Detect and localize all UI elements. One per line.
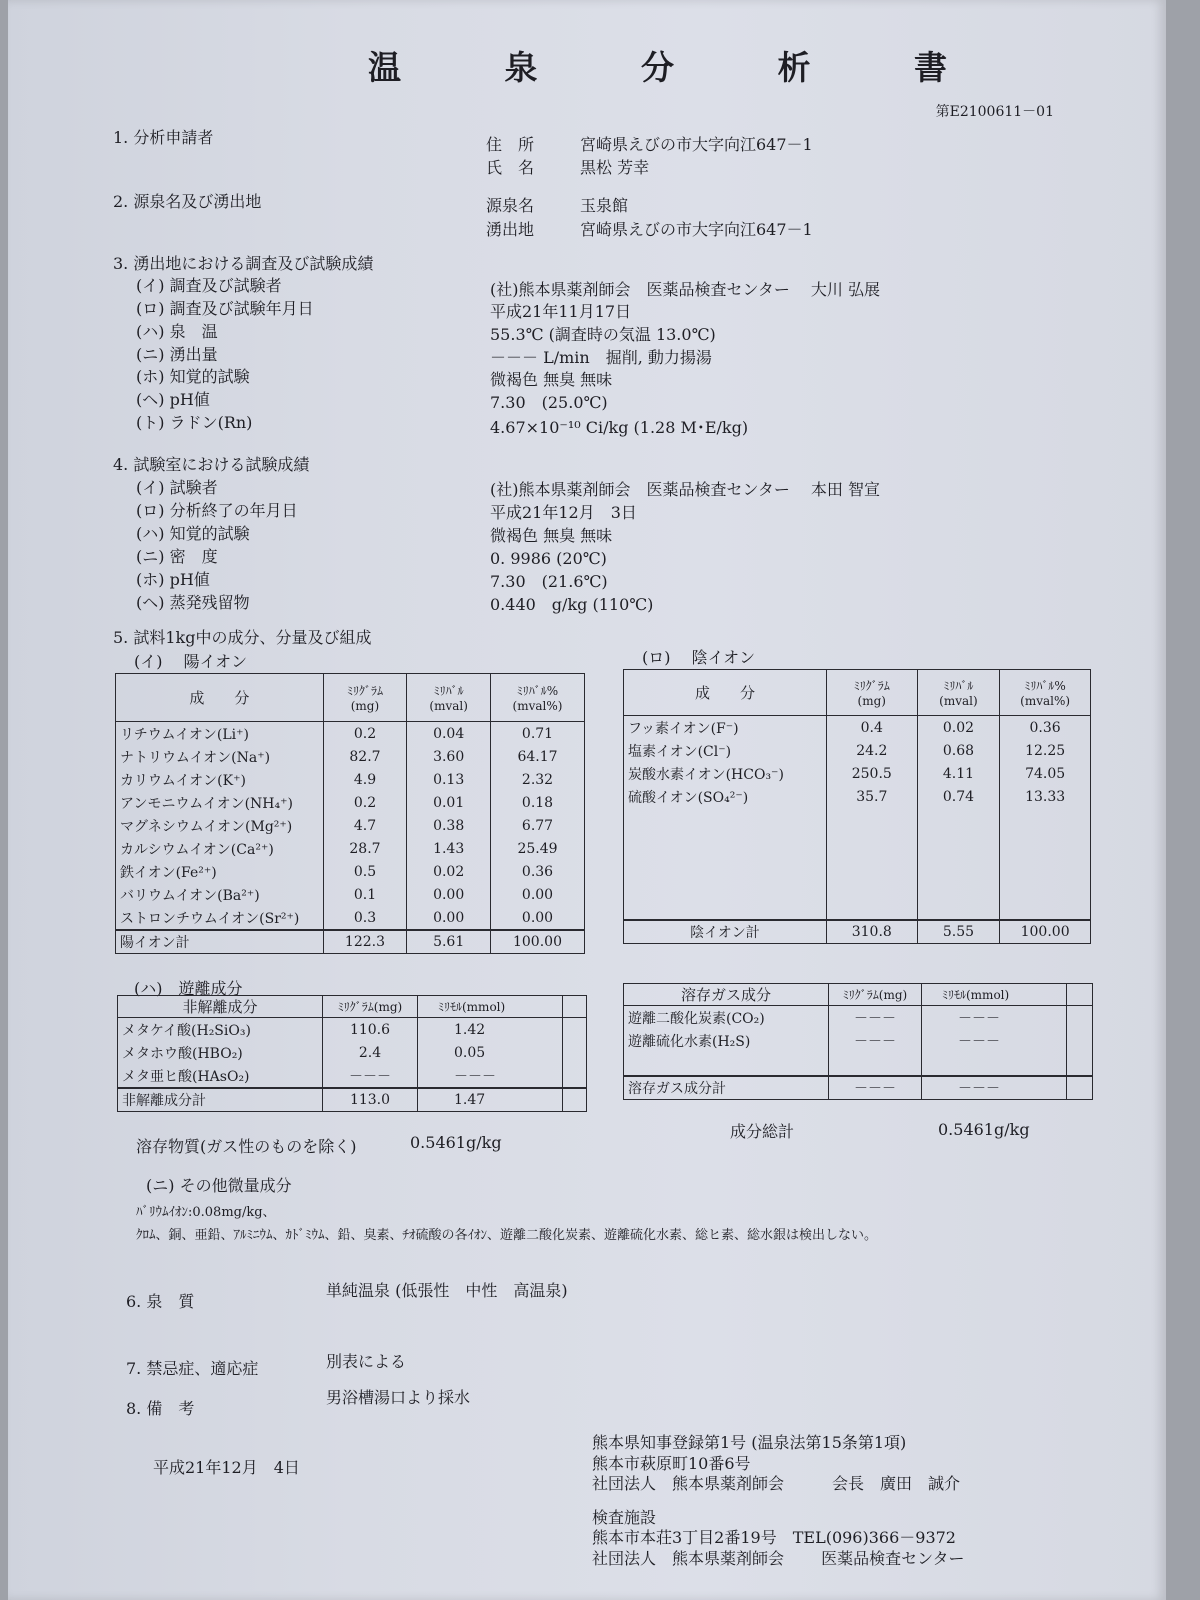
col-mval-label: ﾐﾘﾊﾞﾙ [433, 684, 464, 698]
value-mg: 2.4 [323, 1041, 418, 1064]
s4-key: (ヘ) 蒸発残留物 [136, 593, 250, 612]
table-row [624, 1006, 1093, 1030]
trace-line-1: ﾊﾞﾘｳﾑｲｵﾝ:0.08mg/kg、 [136, 1205, 276, 1220]
total-label: 陰イオン計 [624, 920, 827, 944]
s3-key: (ホ) 知覚的試験 [136, 367, 250, 386]
col-pct-unit: (mval%) [1020, 694, 1071, 708]
empty-row [624, 808, 1091, 920]
total-mval: 5.61 [407, 930, 491, 954]
component-name: アンモニウムイオン(NH₄⁺) [116, 791, 324, 814]
total-label: 陽イオン計 [116, 930, 324, 954]
remarks: 男浴槽湯口より採水 [326, 1388, 471, 1407]
col-mg-unit: (mg) [857, 694, 886, 708]
col-mg [323, 674, 407, 722]
document-number: 第E2100611－01 [935, 104, 1054, 120]
value-mg: 4.9 [323, 768, 407, 791]
component-name: ストロンチウムイオン(Sr²⁺) [116, 906, 324, 930]
section-5-label: 5. 試料1kg中の成分、分量及び組成 [113, 628, 372, 647]
document-title: 温 泉 分 析 書 [368, 48, 993, 87]
component-name: 鉄イオン(Fe²⁺) [116, 860, 324, 883]
col-mval-label: ﾐﾘﾊﾞﾙ [943, 679, 974, 693]
s3-key: (ロ) 調査及び試験年月日 [136, 299, 314, 318]
table-row [116, 722, 585, 746]
dissolved-gas-table [623, 983, 1093, 1100]
value-mg: 250.5 [826, 762, 917, 785]
component-name: 塩素イオン(Cl⁻) [624, 739, 827, 762]
total-row [624, 920, 1091, 944]
value-pct: 12.25 [1000, 739, 1091, 762]
col-mval [917, 670, 1000, 716]
col-mg [826, 670, 917, 716]
name-label: 氏 名 [486, 158, 535, 177]
s3-value: 微褐色 無臭 無味 [490, 370, 613, 389]
component-name: カルシウムイオン(Ca²⁺) [116, 837, 324, 860]
section-8-label: 8. 備 考 [126, 1399, 195, 1418]
col-pct [490, 674, 584, 722]
s3-key: (イ) 調査及び試験者 [136, 276, 282, 295]
total-mg: 310.8 [826, 920, 917, 944]
component-name: メタ亜ヒ酸(HAsO₂) [118, 1064, 323, 1088]
applicant-name: 黒松 芳幸 [580, 158, 650, 177]
nondissociated-table [117, 995, 587, 1112]
value-mmol: 0.05 [418, 1041, 563, 1064]
value-mg: 0.1 [323, 883, 407, 906]
value-mg: －－－ [323, 1064, 418, 1088]
total-label: 溶存ガス成分計 [624, 1076, 829, 1100]
s4-key: (ロ) 分析終了の年月日 [136, 501, 298, 520]
s4-value: 微褐色 無臭 無味 [490, 526, 613, 545]
value-pct: 64.17 [490, 745, 584, 768]
anion-table [623, 669, 1091, 944]
col-mval-unit: (mval) [939, 694, 978, 708]
s3-value: 4.67×10⁻¹⁰ Ci/kg (1.28 M･E/kg) [490, 418, 749, 437]
value-mg: －－－ [829, 1029, 922, 1052]
value-mg: 0.5 [323, 860, 407, 883]
col-component: 溶存ガス成分 [624, 984, 829, 1006]
table-row [116, 837, 585, 860]
value-pct: 0.36 [1000, 716, 1091, 740]
issuer-address: 熊本市萩原町10番6号 [592, 1454, 751, 1473]
applicant-address: 宮崎県えびの市大字向江647－1 [580, 135, 813, 154]
col-component: 成 分 [624, 670, 827, 716]
value-mg: 35.7 [826, 785, 917, 808]
s4-key: (ホ) pH値 [136, 570, 210, 589]
table-row [116, 860, 585, 883]
col-mg: ﾐﾘｸﾞﾗﾑ(mg) [323, 996, 418, 1018]
col-mmol: ﾐﾘﾓﾙ(mmol) [922, 984, 1067, 1006]
total-mmol: －－－ [922, 1076, 1067, 1100]
s4-value: (社)熊本県薬剤師会 医薬品検査センター 本田 智宣 [490, 480, 881, 499]
value-mval: 0.04 [407, 722, 491, 746]
table-row [118, 1064, 587, 1088]
section-6-label: 6. 泉 質 [126, 1292, 195, 1311]
value-pct: 0.00 [490, 906, 584, 930]
total-pct: 100.00 [490, 930, 584, 954]
total-mg: 122.3 [323, 930, 407, 954]
s3-key: (ニ) 湧出量 [136, 345, 218, 364]
value-mg: 4.7 [323, 814, 407, 837]
component-name: リチウムイオン(Li⁺) [116, 722, 324, 746]
s4-key: (ハ) 知覚的試験 [136, 524, 250, 543]
value-mval: 0.38 [407, 814, 491, 837]
value-mval: 0.74 [917, 785, 1000, 808]
total-mg: 113.0 [323, 1088, 418, 1112]
table-row [624, 785, 1091, 808]
inspection-facility-address: 熊本市本荘3丁目2番19号 TEL(096)366－9372 [592, 1528, 956, 1547]
total-row [118, 1088, 587, 1112]
component-name: 遊離硫化水素(H₂S) [624, 1029, 829, 1052]
s3-key: (ハ) 泉 温 [136, 322, 218, 341]
dissolved-matter-label: 溶存物質(ガス性のものを除く) [136, 1137, 357, 1156]
trace-components-label: (ニ) その他微量成分 [146, 1176, 292, 1195]
col-mg-label: ﾐﾘｸﾞﾗﾑ [853, 679, 890, 693]
col-mval [407, 674, 491, 722]
value-mval: 0.01 [407, 791, 491, 814]
s3-key: (ヘ) pH値 [136, 390, 210, 409]
value-pct: 0.36 [490, 860, 584, 883]
section-4-label: 4. 試験室における試験成績 [113, 455, 310, 474]
total-label: 非解離成分計 [118, 1088, 323, 1112]
source-name: 玉泉館 [580, 196, 629, 215]
trace-line-2: ｸﾛﾑ、銅、亜鉛、ｱﾙﾐﾆｳﾑ、ｶﾄﾞﾐｳﾑ、鉛、臭素、ﾁｵ硫酸の各ｲｵﾝ、遊離二酸化炭素、遊離硫化水素、総ヒ素、総水銀は検出しない。 [136, 1228, 878, 1243]
value-pct: 13.33 [1000, 785, 1091, 808]
s4-value: 0.440 g/kg (110℃) [490, 595, 654, 614]
table-row [116, 745, 585, 768]
value-mg: 28.7 [323, 837, 407, 860]
analysis-document [8, 0, 1166, 1600]
value-mval: 0.68 [917, 739, 1000, 762]
component-name: 硫酸イオン(SO₄²⁻) [624, 785, 827, 808]
total-mval: 5.55 [917, 920, 1000, 944]
s3-value: 7.30 (25.0℃) [490, 393, 608, 412]
s3-key: (ト) ラドン(Rn) [136, 413, 253, 432]
col-mg-label: ﾐﾘｸﾞﾗﾑ [346, 684, 383, 698]
value-pct: 6.77 [490, 814, 584, 837]
table-row [624, 716, 1091, 740]
table-row [624, 762, 1091, 785]
total-components-value: 0.5461g/kg [938, 1120, 1030, 1139]
source-label: 源泉名 [486, 196, 535, 215]
s3-value: －－－ L/min 掘削, 動力揚湯 [490, 348, 712, 367]
component-name: カリウムイオン(K⁺) [116, 768, 324, 791]
value-mg: 110.6 [323, 1018, 418, 1042]
col-mval-unit: (mval) [429, 699, 468, 713]
section-3-label: 3. 湧出地における調査及び試験成績 [113, 254, 374, 273]
s4-value: 7.30 (21.6℃) [490, 572, 608, 591]
table-row [116, 768, 585, 791]
col-pct-label: ﾐﾘﾊﾞﾙ% [1024, 679, 1066, 693]
value-mval: 0.02 [407, 860, 491, 883]
s4-key: (ニ) 密 度 [136, 547, 218, 566]
col-pct-label: ﾐﾘﾊﾞﾙ% [516, 684, 559, 698]
component-name: ナトリウムイオン(Na⁺) [116, 745, 324, 768]
issuer-registration: 熊本県知事登録第1号 (温泉法第15条第1項) [592, 1433, 907, 1452]
value-pct: 2.32 [490, 768, 584, 791]
table-row [624, 739, 1091, 762]
value-pct: 0.00 [490, 883, 584, 906]
value-pct: 0.18 [490, 791, 584, 814]
value-mg: 24.2 [826, 739, 917, 762]
s4-value: 0. 9986 (20℃) [490, 549, 607, 568]
col-pct-unit: (mval%) [512, 699, 563, 713]
table-row [116, 906, 585, 930]
total-row [624, 1076, 1093, 1100]
component-name: メタケイ酸(H₂SiO₃) [118, 1018, 323, 1042]
component-name: 遊離二酸化炭素(CO₂) [624, 1006, 829, 1030]
cation-label: (イ) 陽イオン [134, 652, 248, 671]
component-name: フッ素イオン(F⁻) [624, 716, 827, 740]
col-component: 非解離成分 [118, 996, 323, 1018]
col-mg: ﾐﾘｸﾞﾗﾑ(mg) [829, 984, 922, 1006]
value-mg: 82.7 [323, 745, 407, 768]
s4-value: 平成21年12月 3日 [490, 503, 637, 522]
s4-key: (イ) 試験者 [136, 478, 218, 497]
table-row [118, 1041, 587, 1064]
total-components-label: 成分総計 [730, 1122, 795, 1141]
value-mmol: －－－ [922, 1029, 1067, 1052]
indications: 別表による [326, 1352, 407, 1371]
col-mmol: ﾐﾘﾓﾙ(mmol) [418, 996, 563, 1018]
value-mval: 0.13 [407, 768, 491, 791]
value-mg: 0.4 [826, 716, 917, 740]
value-mval: 3.60 [407, 745, 491, 768]
source-location: 宮崎県えびの市大字向江647－1 [580, 220, 813, 239]
issue-date: 平成21年12月 4日 [153, 1458, 300, 1477]
table-row [116, 791, 585, 814]
component-name: バリウムイオン(Ba²⁺) [116, 883, 324, 906]
col-pct [1000, 670, 1091, 716]
col-mg-unit: (mg) [350, 699, 380, 713]
location-label: 湧出地 [486, 220, 535, 239]
total-pct: 100.00 [1000, 920, 1091, 944]
table-row [118, 1018, 587, 1042]
value-mval: 0.00 [407, 906, 491, 930]
component-name: 炭酸水素イオン(HCO₃⁻) [624, 762, 827, 785]
value-mval: 4.11 [917, 762, 1000, 785]
value-pct: 25.49 [490, 837, 584, 860]
empty-row [624, 1052, 1093, 1076]
s3-value: (社)熊本県薬剤師会 医薬品検査センター 大川 弘展 [490, 280, 881, 299]
value-mmol: －－－ [922, 1006, 1067, 1030]
dissolved-matter-value: 0.5461g/kg [410, 1133, 502, 1152]
value-mg: 0.2 [323, 722, 407, 746]
section-1-label: 1. 分析申請者 [113, 128, 214, 147]
table-row [116, 883, 585, 906]
inspection-facility-name: 社団法人 熊本県薬剤師会 医薬品検査センター [592, 1549, 965, 1568]
cation-table [115, 673, 585, 954]
component-name: メタホウ酸(HBO₂) [118, 1041, 323, 1064]
value-mg: 0.2 [323, 791, 407, 814]
s3-value: 55.3℃ (調査時の気温 13.0℃) [490, 325, 716, 344]
total-mg: －－－ [829, 1076, 922, 1100]
value-mval: 1.43 [407, 837, 491, 860]
table-row [624, 1029, 1093, 1052]
address-label: 住 所 [486, 135, 535, 154]
col-component: 成 分 [116, 674, 324, 722]
s3-value: 平成21年11月17日 [490, 302, 632, 321]
value-pct: 0.71 [490, 722, 584, 746]
value-mg: 0.3 [323, 906, 407, 930]
section-7-label: 7. 禁忌症、適応症 [126, 1359, 259, 1378]
total-mmol: 1.47 [418, 1088, 563, 1112]
value-pct: 74.05 [1000, 762, 1091, 785]
table-row [116, 814, 585, 837]
value-mmol: 1.42 [418, 1018, 563, 1042]
total-row [116, 930, 585, 954]
spring-quality: 単純温泉 (低張性 中性 高温泉) [326, 1281, 568, 1300]
anion-label: (ロ) 陰イオン [642, 648, 756, 667]
issuer-organization: 社団法人 熊本県薬剤師会 会長 廣田 誠介 [592, 1474, 961, 1493]
value-mmol: －－－ [418, 1064, 563, 1088]
inspection-facility-label: 検査施設 [592, 1508, 657, 1527]
section-2-label: 2. 源泉名及び湧出地 [113, 192, 262, 211]
component-name: マグネシウムイオン(Mg²⁺) [116, 814, 324, 837]
value-mval: 0.02 [917, 716, 1000, 740]
value-mval: 0.00 [407, 883, 491, 906]
free-components-label: (ハ) 遊離成分 [134, 979, 243, 998]
value-mg: －－－ [829, 1006, 922, 1030]
